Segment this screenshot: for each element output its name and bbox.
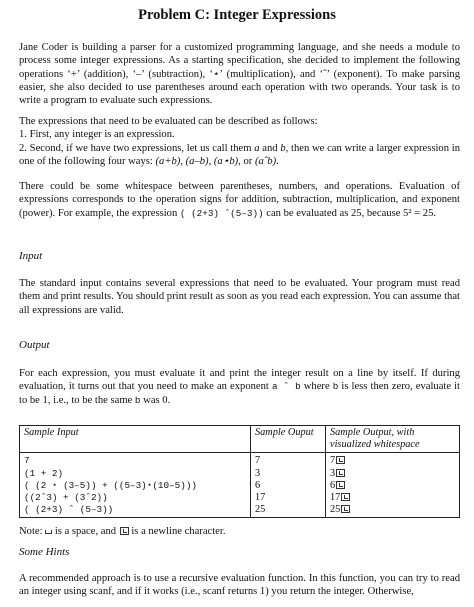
intro-text: Jane Coder is building a parser for a customized programming language, and she needs a module to process some integer expressions. As a starting specification, she decided to implement the following operations ‘+’ (addition), ‘–’ (subtraction), ‘⋆’ (multiplication), and ‘ˆ’ (exponent). To make parsing easier, she also decided to use parentheses around each operation with two operands. Your task is to write a program to evaluate such expressions. — [19, 42, 460, 107]
newline-icon — [336, 456, 345, 464]
definition-paragraph — [19, 115, 460, 168]
samples-table — [19, 425, 460, 518]
sample-output-cell: 3 — [251, 468, 326, 480]
problem-title: Problem C: Integer Expressions — [138, 7, 336, 23]
sample-visual-cell — [326, 492, 460, 504]
sample-visual-value: 6 — [330, 479, 336, 491]
sample-visual-cell — [326, 504, 460, 518]
samples-header-row — [20, 426, 460, 453]
sample-output-cell: 17 — [251, 492, 326, 504]
hints-paragraph — [19, 572, 460, 599]
input-heading: Input — [19, 250, 43, 262]
space-icon — [45, 530, 52, 534]
input-paragraph — [19, 277, 460, 317]
newline-icon — [336, 481, 345, 489]
sample-visual-value: 7 — [330, 455, 336, 467]
definition-form: (a⋆b) — [213, 155, 239, 167]
newline-icon — [341, 505, 350, 513]
sample-input-cell: ( (2+3) ˆ (5–3)) — [20, 504, 251, 518]
sample-visual-cell — [326, 468, 460, 480]
header-sample-visual: Sample Output, with visualized whitespace — [326, 426, 460, 453]
table-row — [20, 453, 460, 468]
definition-item-1: 1. First, any integer is an expression. — [19, 129, 175, 141]
whitespace-text — [19, 180, 460, 220]
newline-icon — [336, 469, 345, 477]
sample-visual-cell — [326, 480, 460, 492]
header-sample-input: Sample Input — [20, 426, 251, 453]
sample-output-cell: 6 — [251, 480, 326, 492]
table-row — [20, 492, 460, 504]
sample-visual-value: 3 — [330, 467, 336, 479]
output-text-d: was 0. — [143, 394, 171, 406]
output-text-b: where — [303, 381, 330, 393]
output-paragraph — [19, 367, 460, 407]
whitespace-example: ( (2+3) ˆ(5–3)) — [179, 207, 264, 219]
sample-visual-value: 25 — [330, 504, 341, 516]
whitespace-text-b: can be evaluated as 25, because 5² = 25. — [266, 207, 437, 219]
definition-lead: The expressions that need to be evaluated can be described as follows: — [19, 116, 318, 127]
definition-form: (a–b) — [185, 155, 209, 167]
output-text — [19, 367, 460, 407]
definition-item-2-text-a: 2. Second, if we have two expressions, let us call them — [19, 142, 252, 154]
definition-form: (aˆb) — [254, 155, 277, 167]
newline-icon — [120, 527, 129, 535]
whitespace-text-a: There could be some whitespace between parentheses, numbers, and operations. Evaluation of expressions corresponds to the operation signs for addition, subtraction, multiplication, and exponent (power). For example, the expression — [19, 181, 460, 219]
header-sample-output: Sample Ouput — [251, 426, 326, 453]
output-code-b2: b — [134, 394, 141, 406]
output-text-a: For each expression, you must evaluate it and print the integer result on a line by itself. If during evaluation, it turns out that you need to make an exponent — [19, 368, 460, 393]
newline-icon — [341, 493, 350, 501]
output-text-c: is less then zero, evaluate it to be 1, i.e., to be the same — [19, 381, 460, 406]
note-text — [19, 525, 460, 538]
output-code-b: b — [332, 381, 339, 393]
intro-paragraph — [19, 41, 460, 107]
note-line — [19, 525, 460, 538]
sample-visual-cell — [326, 453, 460, 468]
definition-item-2-text-b: , then we can write a larger expression in one of the following four ways: — [19, 142, 461, 167]
sample-input-cell: 7 — [20, 453, 251, 468]
hints-text: A recommended approach is to use a recursive evaluation function. In this function, you can try to read an integer using scanf, and if it works (i.e., scanf returns 1) you return the integer. Otherwise, — [19, 573, 460, 598]
definition-var-a: a — [254, 142, 260, 154]
hints-heading: Some Hints — [19, 546, 70, 558]
table-row — [20, 504, 460, 518]
note-text-c: is a newline character. — [131, 526, 226, 537]
sample-visual-value: 17 — [330, 492, 341, 504]
definition-and: and — [262, 142, 278, 154]
input-text: The standard input contains several expressions that need to be evaluated. Your program must read them and print results. You should print result as soon as you read each expression. You can assume that all expressions are valid. — [19, 278, 460, 316]
definition-form: (a+b) — [155, 155, 181, 167]
note-label: Note: — [19, 526, 43, 537]
note-text-b: is a space, and — [54, 526, 117, 537]
table-row — [20, 468, 460, 480]
whitespace-paragraph — [19, 180, 460, 220]
sample-output-cell: 7 — [251, 453, 326, 468]
sample-input-cell: ( (2 ⋆ (3–5)) + ((5–3)⋆(10–5))) — [20, 480, 251, 492]
definition-var-b: b — [280, 142, 286, 154]
definition-or: , or — [238, 155, 253, 167]
output-heading: Output — [19, 339, 50, 351]
sample-output-cell: 25 — [251, 504, 326, 518]
output-code-exponent: a ˆ b — [271, 381, 301, 393]
sample-input-cell: (1 + 2) — [20, 468, 251, 480]
definition-item-2: 2. Second, if we have two expressions, let us call them a and b, then we can write a larger expression in one of the following four ways: (a+b), (a–b), (a⋆b), or (aˆb). — [19, 142, 461, 167]
sample-input-cell: ((2ˆ3) + (3ˆ2)) — [20, 492, 251, 504]
table-row — [20, 480, 460, 492]
